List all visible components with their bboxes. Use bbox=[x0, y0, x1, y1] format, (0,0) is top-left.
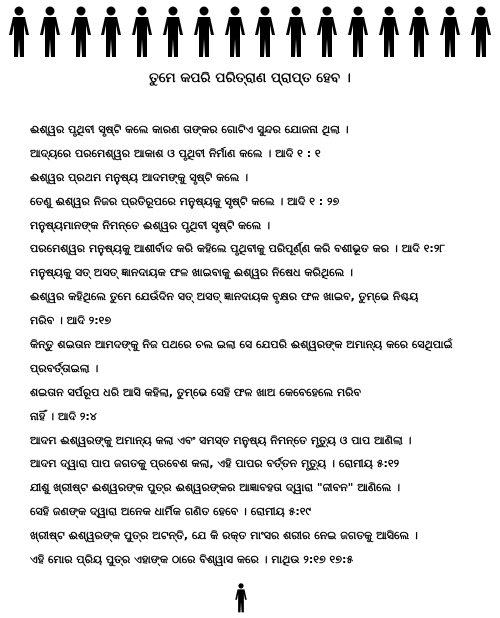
text-line: ଆଦମ ଦ୍ୱାରା ପାପ ଜଗତକୁ ପ୍ରବେଶ କଲା, ଏହି ପାପର ବର୍ତ୍ତନ ମୃତ୍ୟୁ । ରୋମୀୟ ୫:୧୨ bbox=[30, 457, 400, 471]
body-text bbox=[30, 120, 488, 574]
text-line: ଆଦମ ଈଶ୍ୱରଙ୍କୁ ଅମାନ୍ୟ କଲା ଏବଂ ସମସ୍ତ ମନୁଷ୍ୟ ନିମନ୍ତେ ମୃତ୍ୟୁ ଓ ପାପ ଆଣିଲା । bbox=[30, 433, 412, 447]
person-icon bbox=[439, 6, 461, 58]
text-line: କିନ୍ତୁ ଶଇତାନ ଆମଦଙ୍କୁ ନିଜ ପଥରେ ଚଲ ଇଲା ସେ ଯେପରି ଈଶ୍ୱରଙ୍କ ଅମାନ୍ୟ କରେ ସେଥିପାଇଁ bbox=[30, 338, 453, 352]
text-line: ଈଶ୍ୱର ପୃଥିବୀ ସୃଷ୍ଟି କଲେ କାରଣ ତାଙ୍କର ଗୋଟିଏ ସୁନ୍ଦର ଯୋଜନା ଥିଲା । bbox=[30, 123, 349, 136]
text-line: ତେଣୁ ଈଶ୍ୱର ନିଜର ପ୍ରତିରୂପରେ ମନୁଷ୍ୟକୁ ସୃଷ୍ଟି କଲେ । ଆଦି ୧ : ୨୭ bbox=[30, 194, 340, 208]
people-figures-row bbox=[8, 6, 492, 58]
person-icon bbox=[70, 6, 92, 58]
text-line: ଯୀଶୁ ଖ୍ରୀଷ୍ଟ ଈଶ୍ୱରଙ୍କ ପୁତ୍ର ଈଶ୍ୱରଙ୍କର ଆଜ୍ଞାବହତା ଦ୍ୱାରା "ଜୀବନ" ଆଣିଲେ । bbox=[30, 481, 401, 495]
person-icon bbox=[234, 583, 248, 613]
text-line: ଆଦ୍ୟରେ ପରମେଶ୍ୱର ଆକାଶ ଓ ପୃଥିବୀ ନିର୍ମାଣ କଲେ । ଆଦି ୧ : ୧ bbox=[30, 146, 321, 160]
person-icon bbox=[378, 6, 400, 58]
person-icon bbox=[347, 6, 369, 58]
text-line: ଏହି ମୋର ପ୍ରିୟ ପୁତ୍ର ଏହାଙ୍କ ଠାରେ ବିଶ୍ୱାସ କରେ । ମାଥିଉ ୨:୧୭ ୧୭:୫ bbox=[30, 553, 354, 567]
text-line: ଈଶ୍ୱର ପ୍ରଥମ ମନୁଷ୍ୟ ଆଦମଙ୍କୁ ସୃଷ୍ଟି କଲେ । bbox=[30, 170, 249, 184]
text-line: ମରିବ । ଆଦି ୨:୧୭ bbox=[30, 314, 112, 328]
person-icon bbox=[8, 6, 30, 58]
text-line: ନାହିଁ । ଆଦି ୨:୪ bbox=[30, 409, 97, 423]
person-icon bbox=[100, 6, 122, 58]
person-icon bbox=[316, 6, 338, 58]
text-line: ସେହି ଜଣଙ୍କ ଦ୍ୱାରା ଅନେକ ଧାର୍ମିକ ଗଣିତ ହେବେ । ରୋମୀୟ ୫:୧୯ bbox=[30, 505, 311, 519]
person-icon bbox=[193, 6, 215, 58]
text-line: ପ୍ରବର୍ତ୍ତାଇଲା । bbox=[30, 361, 99, 375]
person-icon bbox=[162, 6, 184, 58]
person-icon bbox=[285, 6, 307, 58]
page-title: ତୁମେ କପରି ପରିତ୍ରାଣ ପ୍ରାପ୍ତ ହେବ । bbox=[149, 70, 351, 86]
person-icon bbox=[224, 6, 246, 58]
person-icon bbox=[470, 6, 492, 58]
text-line: ମନୁଷ୍ୟମାନଙ୍କ ନିମନ୍ତେ ଈଶ୍ୱର ପୃଥିବୀ ସୃଷ୍ଟି କଲେ । bbox=[30, 218, 271, 232]
person-icon bbox=[39, 6, 61, 58]
text-line: ମନୁଷ୍ୟକୁ ସତ୍ ଅସତ୍ ଜ୍ଞାନଦାୟକ ଫଳ ଖାଇବାକୁ ଈଶ୍ୱର ନିଷେଧ କରିଥିଲେ । bbox=[30, 266, 353, 280]
person-icon bbox=[254, 6, 276, 58]
text-line: ଶଇତାନ ସର୍ପରୂପ ଧରି ଆସି କହିଲା, ତୁମ୍ଭେ ସେହି ଫଳ ଖାଅ କେବେହେଲେ ମରିବ bbox=[30, 385, 361, 399]
text-line: ଖ୍ରୀଷ୍ଟ ଈଶ୍ୱରଙ୍କ ପୁତ୍ର ଅଟନ୍ତି, ଯେ କି ରକ୍ତ ମାଂସର ଶରୀର ନେଇ ଜଗତକୁ ଆସିଲେ । bbox=[30, 529, 418, 543]
text-line: ଈଶ୍ୱର କହିଥିଲେ ତୁମେ ଯେଉଁଦିନ ସତ୍ ଅସତ୍ ଜ୍ଞାନଦାୟକ ବୃକ୍ଷର ଫଳ ଖାଇବ, ତୁମ୍ଭେ ନିଶ୍ଚୟ bbox=[30, 290, 419, 304]
text-line: ପରମେଶ୍ୱର ମନୁଷ୍ୟକୁ ଆଶୀର୍ବାଦ କରି କହିଲେ ପୃଥିବୀକୁ ପରିପୂର୍ଣ୍ଣ କରି ବଶୀଭୂତ କର । ଆଦି ୧:୨୮ bbox=[30, 242, 446, 256]
person-icon bbox=[131, 6, 153, 58]
person-icon bbox=[408, 6, 430, 58]
